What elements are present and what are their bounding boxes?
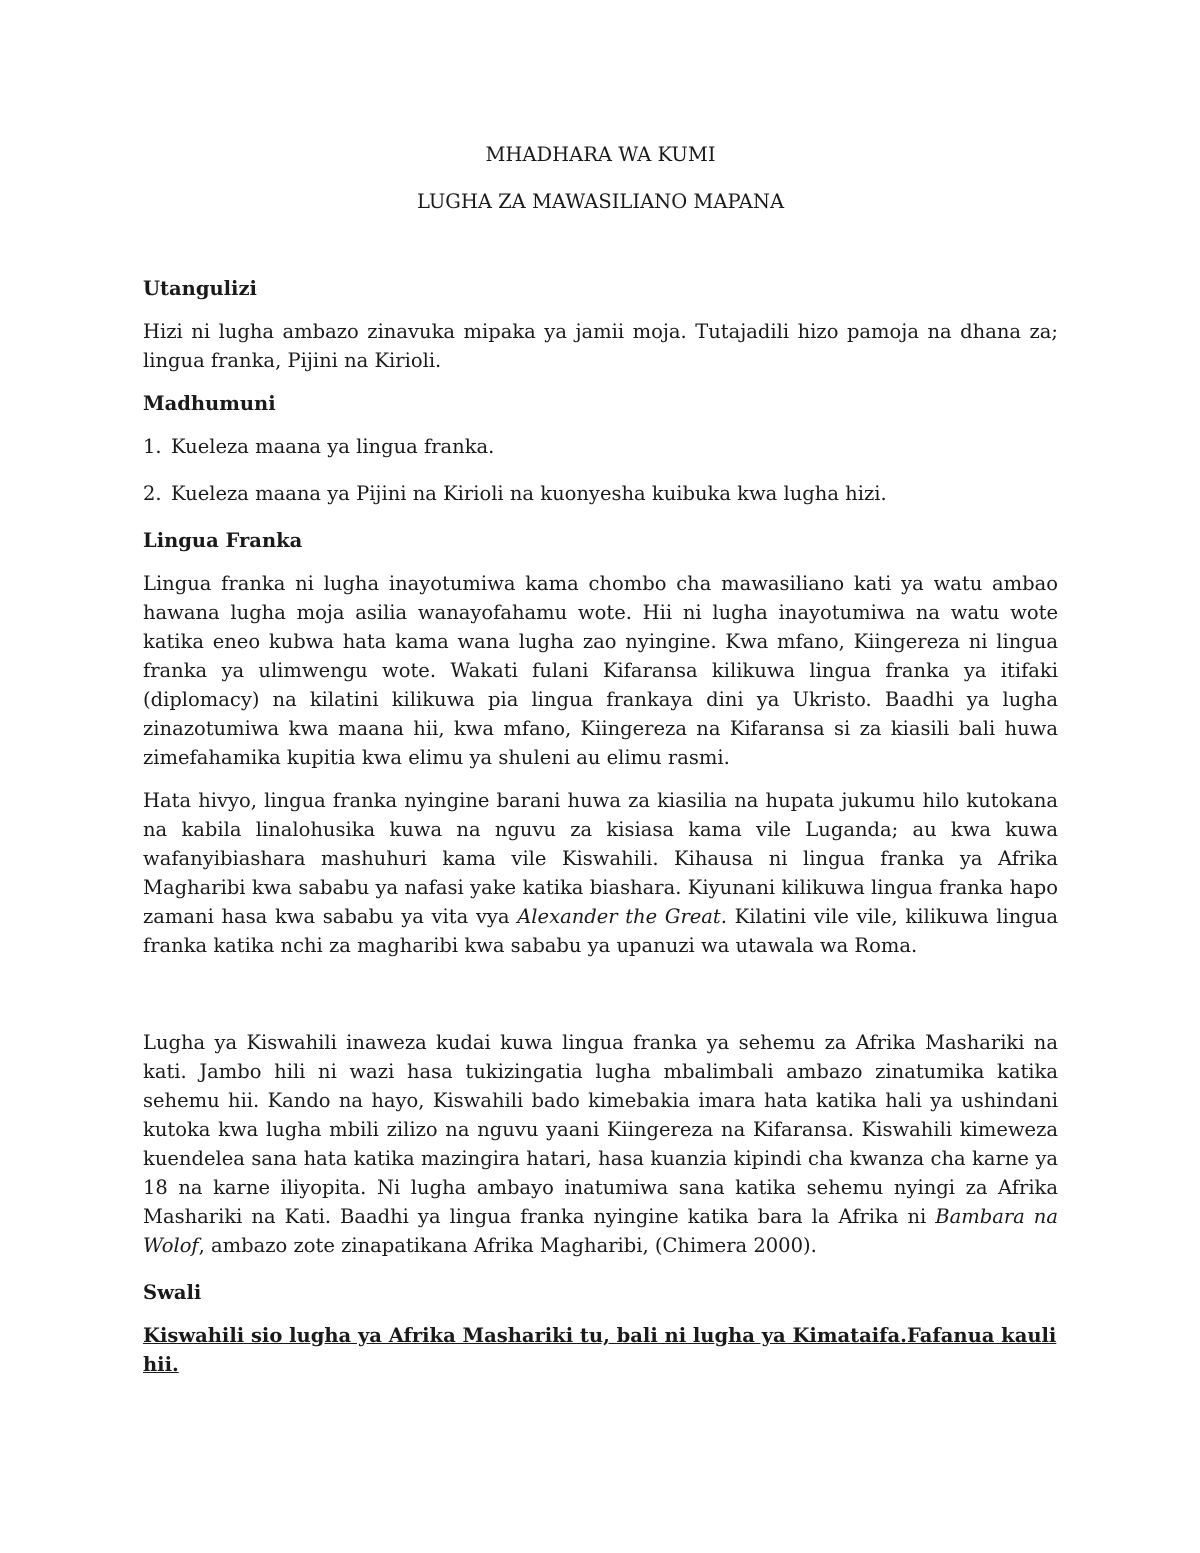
lingua-franka-paragraph-3 <box>143 1028 1058 1260</box>
swali-question: Kiswahili sio lugha ya Afrika Mashariki tu, bali ni lugha ya Kimataifa.Fafanua kauli hii. <box>143 1324 1057 1376</box>
heading-swali: Swali <box>143 1281 202 1304</box>
heading-lingua-franka: Lingua Franka <box>143 529 303 552</box>
paragraph-emphasis: Bambara na Wolof <box>143 1205 1058 1257</box>
list-item <box>143 479 1058 508</box>
utangulizi-paragraph: Hizi ni lugha ambazo zinavuka mipaka ya jamii moja. Tutajadili hizo pamoja na dhana za; lingua franka, Pijini na Kirioli. <box>143 320 1058 372</box>
list-item-number: 2. <box>143 482 162 505</box>
list-item <box>143 432 1058 461</box>
list-item-number: 1. <box>143 435 162 458</box>
list-item-text: Kueleza maana ya lingua franka. <box>171 435 495 458</box>
heading-utangulizi: Utangulizi <box>143 277 257 300</box>
list-item-text: Kueleza maana ya Pijini na Kirioli na kuonyesha kuibuka kwa lugha hizi. <box>171 482 887 505</box>
heading-madhumuni: Madhumuni <box>143 392 276 415</box>
madhumuni-list <box>143 432 1058 508</box>
lingua-franka-paragraph-1: Lingua franka ni lugha inayotumiwa kama chombo cha mawasiliano kati ya watu ambao hawana lugha moja asilia wanayofahamu wote. Hii ni lugha inayotumiwa na watu wote katika eneo kubwa hata kama wana lugha zao nyingine. Kwa mfano, Kiingereza ni lingua franka ya ulimwengu wote. Wakati fulani Kifaransa kilikuwa lingua franka ya itifaki (diplomacy) na kilatini kilikuwa pia lingua frankaya dini ya Ukristo. Baadhi ya lugha zinazotumiwa kwa maana hii, kwa mfano, Kiingereza na Kifaransa si za kiasili bali huwa zimefahamika kupitia kwa elimu ya shuleni au elimu rasmi. <box>143 572 1058 769</box>
paragraph-text: Hata hivyo, lingua franka nyingine barani huwa za kiasilia na hupata jukumu hilo kutokana na kabila linalohusika kuwa na nguvu za kisiasa kama vile Luganda; au kwa kuwa wafanyibiashara mashuhuri kama vile Kiswahili. Kihausa ni lingua franka ya Afrika Magharibi kwa sababu ya nafasi yake katika biashara. Kiyunani kilikuwa lingua franka hapo zamani hasa kwa sababu ya vita vya <box>143 789 1058 928</box>
document-title: MHADHARA WA KUMI <box>485 143 716 166</box>
paragraph-emphasis: Alexander the Great. <box>517 905 727 928</box>
document-subtitle: LUGHA ZA MAWASILIANO MAPANA <box>416 190 785 213</box>
lingua-franka-paragraph-2 <box>143 786 1058 960</box>
document-page <box>143 140 1058 1379</box>
paragraph-text: , ambazo zote zinapatikana Afrika Magharibi, (Chimera 2000). <box>198 1234 817 1257</box>
paragraph-text: Lugha ya Kiswahili inaweza kudai kuwa lingua franka ya sehemu za Afrika Mashariki na kati. Jambo hili ni wazi hasa tukizingatia lugha mbalimbali ambazo zinatumika katika sehemu hii. Kando na hayo, Kiswahili bado kimebakia imara hata katika hali ya ushindani kutoka kwa lugha mbili zilizo na nguvu yaani Kiingereza na Kifaransa. Kiswahili kimeweza kuendelea sana hata katika mazingira hatari, hasa kuanzia kipindi cha kwanza cha karne ya 18 na karne iliyopita. Ni lugha ambayo inatumiwa sana katika sehemu nyingi za Afrika Mashariki na Kati. Baadhi ya lingua franka nyingine katika bara la Afrika ni <box>143 1031 1058 1228</box>
paragraph-text: Kilatini vile vile, kilikuwa lingua franka katika nchi za magharibi kwa sababu ya upanuzi wa utawala wa Roma. <box>143 905 1058 957</box>
paragraph-gap <box>143 974 1058 1028</box>
